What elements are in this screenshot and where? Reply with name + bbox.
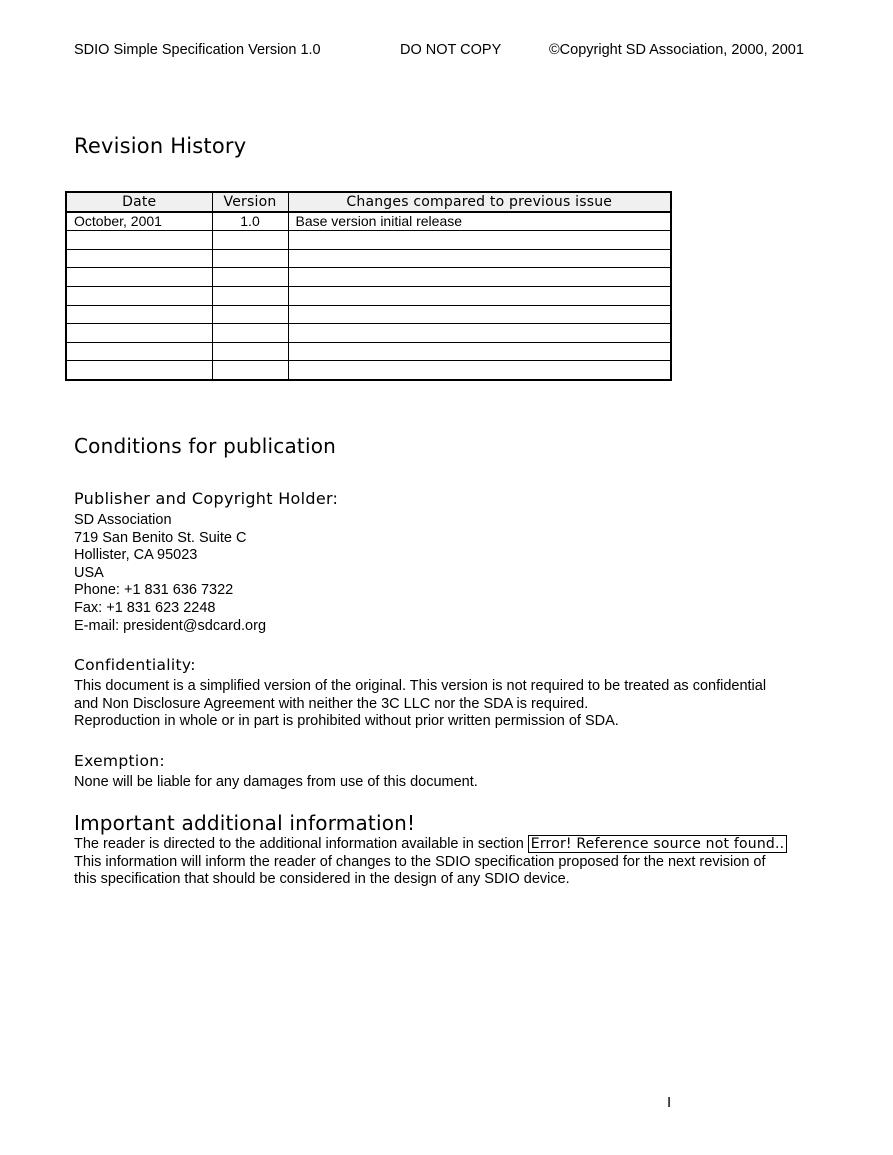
page-number: I <box>667 1094 672 1111</box>
publisher-name: SD Association <box>74 512 172 528</box>
cell-version <box>212 286 288 305</box>
table-row <box>66 231 671 250</box>
confidentiality-heading: Confidentiality: <box>74 656 196 674</box>
cell-date <box>66 268 212 287</box>
publisher-fax: Fax: +1 831 623 2248 <box>74 599 216 616</box>
confidentiality-line: Reproduction in whole or in part is prohibited without prior written permission of SDA. <box>74 713 619 730</box>
table-body <box>66 212 671 380</box>
publisher-heading: Publisher and Copyright Holder: <box>74 489 339 508</box>
publisher-city: Hollister, CA 95023 <box>74 547 198 564</box>
exemption-line: None will be liable for any damages from use of this document. <box>74 774 478 790</box>
cell-date: October, 2001 <box>66 212 212 231</box>
column-header-changes: Changes compared to previous issue <box>288 192 671 212</box>
cell-changes <box>288 231 671 250</box>
cell-changes <box>288 305 671 324</box>
cell-date <box>66 342 212 361</box>
important-line-prefix: The reader is directed to the additional information available in section <box>74 836 528 852</box>
cell-date <box>66 231 212 250</box>
confidentiality-line: This document is a simplified version of the original. This version is not required to be treated as confidential <box>74 678 767 694</box>
table-header-row <box>66 192 671 212</box>
important-line-1 <box>74 836 787 854</box>
reference-error-link[interactable]: Error! Reference source not found.. <box>528 835 787 853</box>
column-header-date: Date <box>66 192 212 212</box>
table-row <box>66 286 671 305</box>
header-doc-title: SDIO Simple Specification Version 1.0 <box>74 42 321 58</box>
table-row <box>66 361 671 380</box>
conditions-title: Conditions for publication <box>74 434 337 458</box>
publisher-country: USA <box>74 564 104 581</box>
table-row <box>66 324 671 343</box>
table-row <box>66 305 671 324</box>
cell-version <box>212 361 288 380</box>
publisher-email: E-mail: president@sdcard.org <box>74 617 267 634</box>
cell-changes <box>288 268 671 287</box>
confidentiality-text <box>74 678 766 731</box>
cell-date <box>66 249 212 268</box>
important-line-2: This information will inform the reader of changes to the SDIO specification proposed for the next revision of <box>74 853 766 870</box>
cell-date <box>66 305 212 324</box>
cell-changes <box>288 342 671 361</box>
cell-version <box>212 231 288 250</box>
publisher-address-block <box>74 512 266 635</box>
publisher-phone: Phone: +1 831 636 7322 <box>74 582 234 599</box>
cell-changes <box>288 286 671 305</box>
exemption-heading: Exemption: <box>74 752 165 770</box>
cell-version <box>212 342 288 361</box>
revision-history-title: Revision History <box>74 134 247 158</box>
cell-version <box>212 305 288 324</box>
table-row <box>66 212 671 231</box>
publisher-street: 719 San Benito St. Suite C <box>74 529 247 546</box>
cell-version <box>212 324 288 343</box>
table-row <box>66 342 671 361</box>
header-copyright: ©Copyright SD Association, 2000, 2001 <box>549 42 804 58</box>
revision-history-table <box>65 191 672 381</box>
cell-changes <box>288 361 671 380</box>
exemption-text <box>74 774 478 792</box>
important-info-text <box>74 836 787 889</box>
column-header-version: Version <box>212 192 288 212</box>
cell-version <box>212 249 288 268</box>
cell-changes: Base version initial release <box>288 212 671 231</box>
cell-date <box>66 286 212 305</box>
cell-changes <box>288 249 671 268</box>
header-notice: DO NOT COPY <box>400 42 502 58</box>
important-info-heading: Important additional information! <box>74 811 416 835</box>
table-row <box>66 268 671 287</box>
cell-changes <box>288 324 671 343</box>
important-line-3: this specification that should be considered in the design of any SDIO device. <box>74 871 570 888</box>
table-row <box>66 249 671 268</box>
cell-date <box>66 361 212 380</box>
cell-version <box>212 268 288 287</box>
cell-version: 1.0 <box>212 212 288 231</box>
cell-date <box>66 324 212 343</box>
confidentiality-line: and Non Disclosure Agreement with neither the 3C LLC nor the SDA is required. <box>74 695 589 712</box>
